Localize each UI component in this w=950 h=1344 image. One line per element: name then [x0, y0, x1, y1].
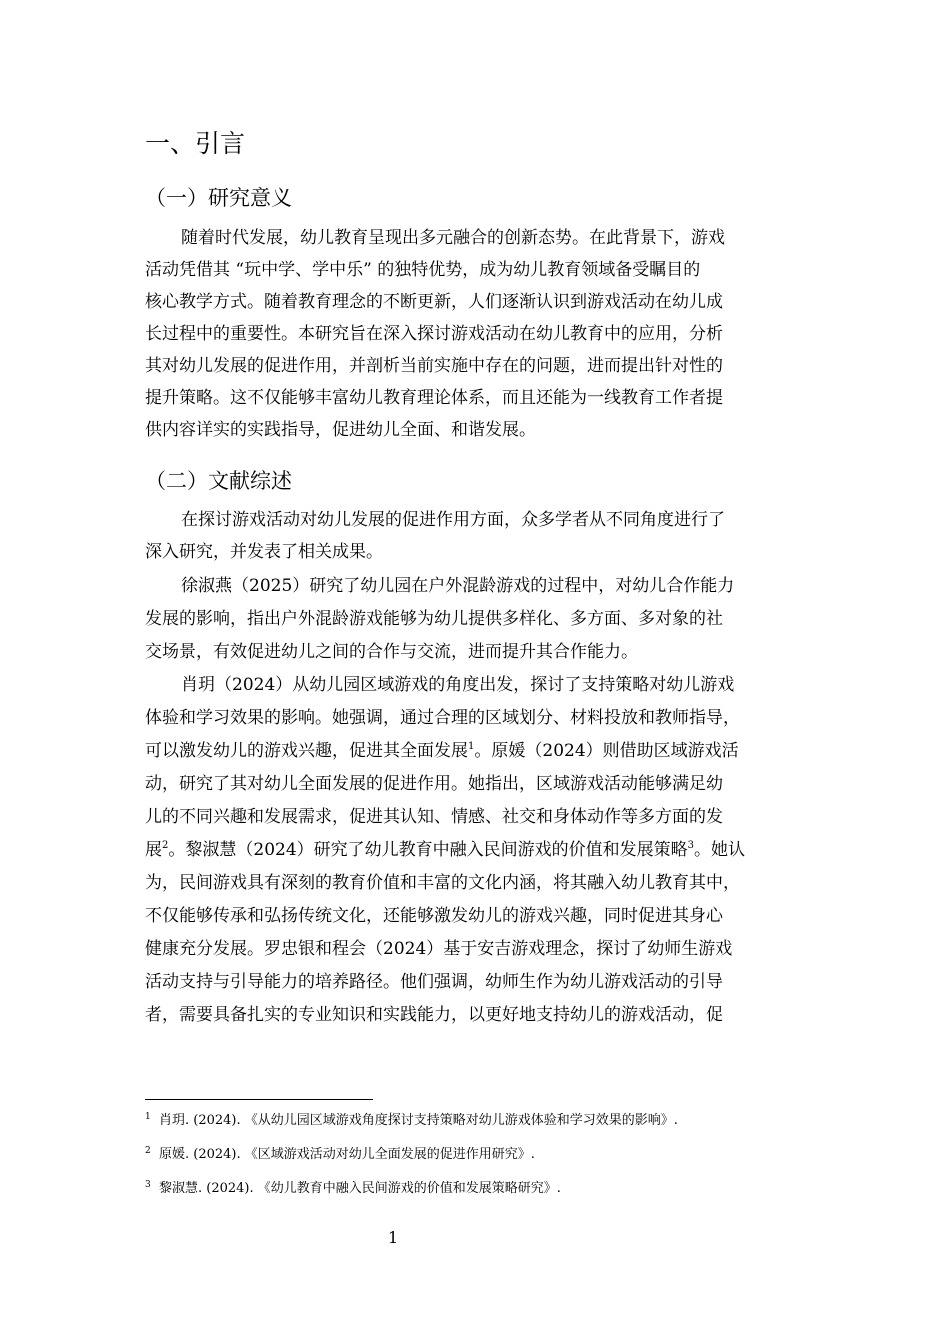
- text-segment: 可以激发幼儿的游戏兴趣，促进其全面发展: [145, 741, 468, 761]
- footnote-text: 原媛. (2024). 《区域游戏活动对幼儿全面发展的促进作用研究》.: [159, 1147, 535, 1162]
- paragraph-line: 核心教学方式。随着教育理念的不断更新，人们逐渐认识到游戏活动在幼儿成: [145, 292, 723, 312]
- paragraph-line: 儿的不同兴趣和发展需求，促进其认知、情感、社交和身体动作等多方面的发: [145, 807, 723, 827]
- footnote-reference[interactable]: 1: [468, 741, 475, 752]
- footnote-item: [145, 1180, 561, 1198]
- text-segment: 展: [145, 840, 162, 860]
- paragraph-line: 体验和学习效果的影响。她强调，通过合理的区域划分、材料投放和教师指导，: [145, 708, 740, 728]
- paragraph-line: 不仅能够传承和弘扬传统文化，还能够激发幼儿的游戏兴趣，同时促进其身心: [145, 906, 723, 926]
- page-number: 1: [388, 1228, 399, 1247]
- paragraph-line: 深入研究，并发表了相关成果。: [145, 542, 383, 562]
- footnote-separator: [145, 1099, 373, 1100]
- subsection-title-literature-review: （二）文献综述: [145, 469, 292, 493]
- paragraph-line: 发展的影响，指出户外混龄游戏能够为幼儿提供多样化、多方面、多对象的社: [145, 609, 723, 629]
- subsection-title-significance: （一）研究意义: [145, 186, 292, 210]
- footnote-mark: 1: [145, 1112, 151, 1122]
- paragraph-line: 其对幼儿发展的促进作用，并剖析当前实施中存在的问题，进而提出针对性的: [145, 356, 723, 376]
- text-segment: 。原媛（2024）则借助区域游戏活: [474, 741, 739, 761]
- paragraph-line: 动，研究了其对幼儿全面发展的促进作用。她指出，区域游戏活动能够满足幼: [145, 774, 723, 794]
- paragraph-line: 活动支持与引导能力的培养路径。他们强调，幼师生作为幼儿游戏活动的引导: [145, 972, 723, 992]
- paragraph-line: 活动凭借其 “玩中学、学中乐” 的独特优势，成为幼儿教育领域备受瞩目的: [145, 260, 701, 280]
- paragraph-line: 徐淑燕（2025）研究了幼儿园在户外混龄游戏的过程中，对幼儿合作能力: [181, 576, 735, 596]
- footnote-item: [145, 1112, 678, 1130]
- footnote-mark: 2: [145, 1146, 151, 1156]
- footnote-mark: 3: [145, 1180, 151, 1190]
- paragraph-line: 在探讨游戏活动对幼儿发展的促进作用方面，众多学者从不同角度进行了: [181, 510, 725, 530]
- text-segment: 。黎淑慧（2024）研究了幼儿教育中融入民间游戏的价值和发展策略: [168, 840, 688, 860]
- paragraph-line: [145, 739, 739, 763]
- footnote-item: [145, 1146, 535, 1164]
- paragraph-line: 长过程中的重要性。本研究旨在深入探讨游戏活动在幼儿教育中的应用，分析: [145, 324, 723, 344]
- paragraph-line: 者，需要具备扎实的专业知识和实践能力，以更好地支持幼儿的游戏活动，促: [145, 1005, 723, 1025]
- footnote-reference[interactable]: 2: [162, 840, 169, 851]
- paragraph-line: 交场景，有效促进幼儿之间的合作与交流，进而提升其合作能力。: [145, 642, 638, 662]
- footnote-text: 肖玥. (2024). 《从幼儿园区域游戏角度探讨支持策略对幼儿游戏体验和学习效果的影响》.: [159, 1113, 678, 1128]
- footnote-text: 黎淑慧. (2024). 《幼儿教育中融入民间游戏的价值和发展策略研究》.: [159, 1181, 561, 1196]
- paragraph-line: 供内容详实的实践指导，促进幼儿全面、和谐发展。: [145, 420, 536, 440]
- paragraph-line: 肖玥（2024）从幼儿园区域游戏的角度出发，探讨了支持策略对幼儿游戏: [181, 675, 735, 695]
- paragraph-line: 提升策略。这不仅能够丰富幼儿教育理论体系，而且还能为一线教育工作者提: [145, 388, 723, 408]
- paragraph-line: [145, 838, 745, 862]
- footnote-reference[interactable]: 3: [687, 840, 695, 851]
- paragraph-line: 随着时代发展，幼儿教育呈现出多元融合的创新态势。在此背景下，游戏: [181, 228, 725, 248]
- paragraph-line: 为，民间游戏具有深刻的教育价值和丰富的文化内涵，将其融入幼儿教育其中，: [145, 873, 740, 893]
- paragraph-line: 健康充分发展。罗忠银和程会（2024）基于安吉游戏理念，探讨了幼师生游戏: [145, 939, 733, 959]
- text-segment: 。她认: [694, 840, 746, 860]
- section-title: 一、引言: [145, 129, 246, 158]
